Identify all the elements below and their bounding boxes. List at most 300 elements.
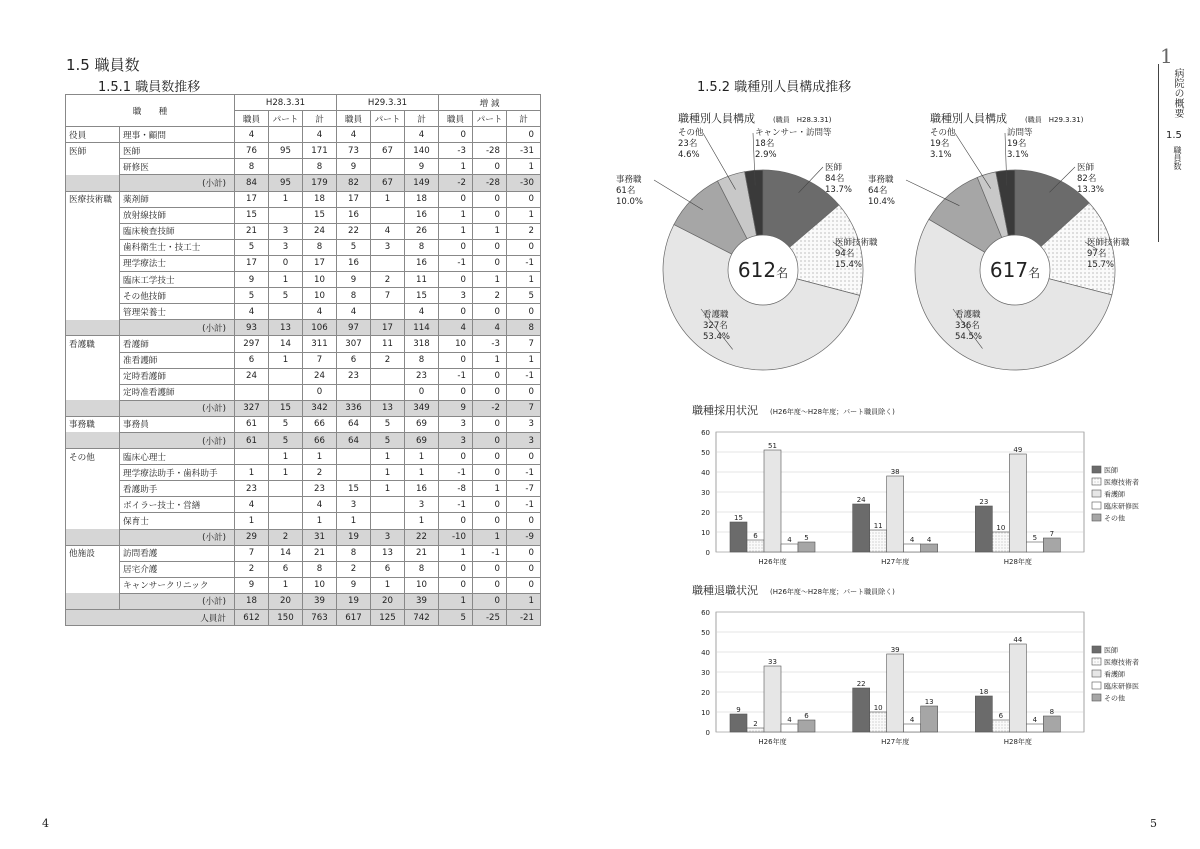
job-cell: 保育士 bbox=[120, 513, 235, 529]
table-cell: 8 bbox=[405, 239, 439, 255]
table-cell: 5 bbox=[371, 416, 405, 432]
table-cell: 5 bbox=[337, 239, 371, 255]
pie-center-value: 617 bbox=[989, 258, 1029, 282]
y-tick-label: 0 bbox=[705, 729, 710, 737]
pie-date-note: (職員 H29.3.31) bbox=[1025, 116, 1084, 124]
table-row bbox=[66, 561, 541, 577]
y-tick-label: 50 bbox=[701, 629, 710, 637]
table-cell: 5 bbox=[269, 432, 303, 448]
category-cell bbox=[66, 400, 120, 416]
table-cell: 0 bbox=[473, 304, 507, 320]
chapter-title: 病院の概要 bbox=[1172, 68, 1183, 118]
table-cell: 2 bbox=[337, 561, 371, 577]
job-cell: キャンサークリニック bbox=[120, 577, 235, 593]
table-cell: 1 bbox=[507, 352, 541, 368]
table-cell: 1 bbox=[507, 272, 541, 288]
table-row bbox=[66, 545, 541, 561]
table-cell: 0 bbox=[507, 449, 541, 465]
table-cell bbox=[371, 513, 405, 529]
table-cell: -1 bbox=[439, 497, 473, 513]
y-tick-label: 10 bbox=[701, 709, 710, 717]
table-cell: 1 bbox=[405, 449, 439, 465]
table-cell: 82 bbox=[337, 175, 371, 191]
pie-label-count: 94名 bbox=[835, 249, 855, 259]
table-cell: 4 bbox=[303, 497, 337, 513]
x-tick-label: H27年度 bbox=[881, 558, 910, 566]
pie-label-name: その他 bbox=[930, 128, 956, 138]
total-label: 人員計 bbox=[66, 610, 235, 626]
category-cell: 事務職 bbox=[66, 416, 120, 432]
table-cell: 617 bbox=[337, 610, 371, 626]
table-cell: 0 bbox=[507, 127, 541, 143]
table-cell: 13 bbox=[371, 545, 405, 561]
category-cell bbox=[66, 529, 120, 545]
section-number: 1.5 bbox=[1166, 130, 1182, 141]
subheader-cell: パート bbox=[371, 111, 405, 127]
subtotal-label: (小計) bbox=[120, 529, 235, 545]
table-cell: 9 bbox=[235, 577, 269, 593]
table-cell: 3 bbox=[405, 497, 439, 513]
chapter-number: 1 bbox=[1160, 44, 1173, 68]
category-cell bbox=[66, 497, 120, 513]
pie-label-count: 336名 bbox=[955, 321, 980, 331]
bar-value-label: 13 bbox=[924, 698, 934, 706]
pie-label-count: 61名 bbox=[616, 186, 636, 196]
pie-label-count: 97名 bbox=[1087, 249, 1107, 259]
table-cell: 64 bbox=[337, 416, 371, 432]
table-row bbox=[66, 465, 541, 481]
y-tick-label: 40 bbox=[701, 469, 710, 477]
bar-value-label: 23 bbox=[979, 498, 989, 506]
table-cell: -9 bbox=[507, 529, 541, 545]
table-cell: 3 bbox=[269, 239, 303, 255]
pie-center-value: 612 bbox=[737, 258, 777, 282]
table-cell: 16 bbox=[405, 481, 439, 497]
staff-table-container bbox=[65, 94, 541, 626]
subheader-cell: 計 bbox=[303, 111, 337, 127]
pie-label-pct: 4.6% bbox=[678, 150, 700, 160]
table-cell: 0 bbox=[303, 384, 337, 400]
table-cell: 76 bbox=[235, 143, 269, 159]
bar-nurse bbox=[1009, 644, 1026, 732]
table-cell: 0 bbox=[269, 255, 303, 271]
table-cell: 2 bbox=[235, 561, 269, 577]
table-cell: -1 bbox=[439, 465, 473, 481]
pie-label-name: 医師 bbox=[1077, 163, 1095, 173]
table-cell: 95 bbox=[269, 175, 303, 191]
table-row bbox=[66, 336, 541, 352]
bar-clerk bbox=[798, 720, 815, 732]
pie-label-pct: 10.4% bbox=[868, 197, 896, 207]
table-cell bbox=[269, 207, 303, 223]
table-cell: 0 bbox=[439, 239, 473, 255]
bar-value-label: 11 bbox=[873, 522, 883, 530]
table-row bbox=[66, 513, 541, 529]
pie-label-pct: 2.9% bbox=[755, 150, 777, 160]
subheader-cell: パート bbox=[269, 111, 303, 127]
bar-resident bbox=[1026, 542, 1043, 552]
bar-value-label: 10 bbox=[996, 524, 1006, 532]
pie-label-name: 医師 bbox=[825, 163, 843, 173]
bar-chart-title: 職種退職状況 bbox=[692, 584, 758, 597]
table-cell bbox=[371, 159, 405, 175]
table-cell: 0 bbox=[473, 191, 507, 207]
composition-pies bbox=[616, 100, 1140, 370]
table-cell: -28 bbox=[473, 175, 507, 191]
table-row bbox=[66, 449, 541, 465]
table-cell: 1 bbox=[507, 159, 541, 175]
bar-doctor bbox=[730, 714, 747, 732]
subtotal-row bbox=[66, 529, 541, 545]
pie-label-pct: 3.1% bbox=[930, 150, 952, 160]
table-cell: 95 bbox=[269, 143, 303, 159]
bar-value-label: 33 bbox=[768, 658, 777, 666]
table-cell: 612 bbox=[235, 610, 269, 626]
staff-table bbox=[65, 94, 541, 626]
y-tick-label: 10 bbox=[701, 529, 710, 537]
table-cell: 15 bbox=[303, 207, 337, 223]
pie-label-pct: 10.0% bbox=[616, 197, 644, 207]
table-cell: 1 bbox=[439, 545, 473, 561]
table-cell: 17 bbox=[371, 320, 405, 336]
table-cell: 0 bbox=[507, 545, 541, 561]
bar-resident bbox=[904, 724, 921, 732]
table-row bbox=[66, 272, 541, 288]
table-cell: 13 bbox=[269, 320, 303, 336]
bar-medtech bbox=[992, 532, 1009, 552]
pie-label-pct: 53.4% bbox=[703, 332, 731, 342]
hiring-retirement-charts bbox=[680, 400, 1150, 760]
category-cell bbox=[66, 320, 120, 336]
subtotal-row bbox=[66, 593, 541, 609]
pie-label-name: キャンサー・訪問等 bbox=[755, 128, 832, 138]
job-cell: 放射線技師 bbox=[120, 207, 235, 223]
table-cell: 0 bbox=[507, 384, 541, 400]
table-cell: 349 bbox=[405, 400, 439, 416]
table-cell: 0 bbox=[439, 352, 473, 368]
x-tick-label: H26年度 bbox=[758, 558, 787, 566]
table-cell: 24 bbox=[235, 368, 269, 384]
table-cell: 16 bbox=[337, 255, 371, 271]
table-cell: 1 bbox=[507, 593, 541, 609]
subtotal-label: (小計) bbox=[120, 320, 235, 336]
y-tick-label: 0 bbox=[705, 549, 710, 557]
job-cell: 事務員 bbox=[120, 416, 235, 432]
category-cell bbox=[66, 384, 120, 400]
table-cell: 327 bbox=[235, 400, 269, 416]
y-tick-label: 30 bbox=[701, 489, 710, 497]
table-row bbox=[66, 416, 541, 432]
table-cell: 1 bbox=[473, 529, 507, 545]
table-cell bbox=[337, 465, 371, 481]
bar-value-label: 10 bbox=[873, 704, 883, 712]
table-cell: 4 bbox=[405, 127, 439, 143]
table-cell: 5 bbox=[269, 288, 303, 304]
table-cell: 18 bbox=[235, 593, 269, 609]
table-cell: -2 bbox=[473, 400, 507, 416]
bar-nurse bbox=[887, 654, 904, 732]
table-cell: 15 bbox=[269, 400, 303, 416]
table-cell bbox=[269, 304, 303, 320]
table-cell: 16 bbox=[405, 207, 439, 223]
table-cell: 18 bbox=[405, 191, 439, 207]
category-cell bbox=[66, 288, 120, 304]
category-cell: 役員 bbox=[66, 127, 120, 143]
table-cell: 23 bbox=[303, 481, 337, 497]
legend-swatch bbox=[1092, 514, 1101, 521]
table-cell bbox=[371, 207, 405, 223]
table-cell: 4 bbox=[439, 320, 473, 336]
page-number-left: 4 bbox=[42, 817, 49, 830]
table-cell: 2 bbox=[371, 272, 405, 288]
table-cell: 1 bbox=[473, 481, 507, 497]
legend-swatch bbox=[1092, 658, 1101, 665]
bar-clerk bbox=[921, 544, 938, 552]
table-cell: 1 bbox=[269, 449, 303, 465]
legend-label: 臨床研修医 bbox=[1104, 682, 1139, 691]
table-cell: 10 bbox=[303, 577, 337, 593]
table-cell: 26 bbox=[405, 223, 439, 239]
bar-value-label: 4 bbox=[1032, 716, 1038, 724]
table-cell: -10 bbox=[439, 529, 473, 545]
table-cell: 9 bbox=[337, 272, 371, 288]
table-cell bbox=[371, 255, 405, 271]
bar-value-label: 4 bbox=[926, 536, 932, 544]
table-cell: 0 bbox=[439, 561, 473, 577]
table-cell: 15 bbox=[337, 481, 371, 497]
bar-doctor bbox=[975, 696, 992, 732]
table-cell: 1 bbox=[303, 449, 337, 465]
header-job: 職 種 bbox=[66, 95, 235, 127]
table-cell: 2 bbox=[371, 352, 405, 368]
table-cell: -3 bbox=[439, 143, 473, 159]
job-cell: その他技師 bbox=[120, 288, 235, 304]
table-cell: 21 bbox=[303, 545, 337, 561]
table-cell: 84 bbox=[235, 175, 269, 191]
table-cell: 23 bbox=[235, 481, 269, 497]
table-cell bbox=[371, 127, 405, 143]
table-cell: 0 bbox=[507, 561, 541, 577]
table-cell bbox=[269, 513, 303, 529]
table-cell: 23 bbox=[405, 368, 439, 384]
table-cell: 1 bbox=[269, 577, 303, 593]
table-cell: 1 bbox=[439, 593, 473, 609]
table-cell: 8 bbox=[405, 561, 439, 577]
table-cell: 0 bbox=[473, 497, 507, 513]
table-cell: 4 bbox=[235, 127, 269, 143]
table-cell: 0 bbox=[473, 384, 507, 400]
table-row bbox=[66, 159, 541, 175]
table-cell: 0 bbox=[473, 239, 507, 255]
bar-medtech bbox=[747, 728, 764, 732]
bar-doctor bbox=[975, 506, 992, 552]
table-cell: 6 bbox=[371, 561, 405, 577]
pie-label-count: 84名 bbox=[825, 174, 845, 184]
table-cell: 5 bbox=[269, 416, 303, 432]
table-cell: 4 bbox=[473, 320, 507, 336]
table-cell: 307 bbox=[337, 336, 371, 352]
pie-label-pct: 13.3% bbox=[1077, 185, 1105, 195]
bar-value-label: 39 bbox=[890, 646, 900, 654]
pie-label-pct: 3.1% bbox=[1007, 150, 1029, 160]
bar-value-label: 24 bbox=[856, 496, 866, 504]
pie-label-name: 事務職 bbox=[616, 175, 642, 185]
category-cell bbox=[66, 481, 120, 497]
bar-value-label: 6 bbox=[998, 712, 1004, 720]
table-cell bbox=[337, 384, 371, 400]
table-cell: 31 bbox=[303, 529, 337, 545]
job-cell: 定時准看護師 bbox=[120, 384, 235, 400]
table-cell: 8 bbox=[405, 352, 439, 368]
bar-value-label: 4 bbox=[787, 716, 792, 724]
table-cell bbox=[473, 127, 507, 143]
table-cell: 1 bbox=[439, 159, 473, 175]
table-cell: 11 bbox=[405, 272, 439, 288]
table-cell: 13 bbox=[371, 400, 405, 416]
x-tick-label: H26年度 bbox=[758, 738, 787, 746]
table-cell: 17 bbox=[235, 191, 269, 207]
table-cell: 3 bbox=[439, 288, 473, 304]
bar-nurse bbox=[764, 450, 781, 552]
bar-doctor bbox=[730, 522, 747, 552]
table-cell: 1 bbox=[473, 223, 507, 239]
legend-label: 看護師 bbox=[1104, 670, 1125, 679]
job-cell: 居宅介護 bbox=[120, 561, 235, 577]
table-cell: 39 bbox=[405, 593, 439, 609]
pie-label-count: 64名 bbox=[868, 186, 888, 196]
bar-value-label: 7 bbox=[1049, 530, 1055, 538]
bar-value-label: 49 bbox=[1013, 446, 1023, 454]
category-cell bbox=[66, 159, 120, 175]
table-cell: 22 bbox=[405, 529, 439, 545]
table-cell: 0 bbox=[439, 384, 473, 400]
table-cell: 0 bbox=[473, 577, 507, 593]
bar-nurse bbox=[764, 666, 781, 732]
table-cell: 3 bbox=[371, 239, 405, 255]
table-cell: 4 bbox=[371, 223, 405, 239]
table-cell: 1 bbox=[269, 191, 303, 207]
bar-value-label: 44 bbox=[1013, 636, 1023, 644]
table-cell: 0 bbox=[507, 577, 541, 593]
table-cell: 125 bbox=[371, 610, 405, 626]
table-cell: 114 bbox=[405, 320, 439, 336]
table-row bbox=[66, 304, 541, 320]
table-cell: 1 bbox=[405, 465, 439, 481]
table-cell: 6 bbox=[235, 352, 269, 368]
bar-value-label: 15 bbox=[734, 514, 743, 522]
table-cell: 7 bbox=[371, 288, 405, 304]
bar-clerk bbox=[798, 542, 815, 552]
pie-label-count: 19名 bbox=[1007, 139, 1027, 149]
subtotal-label: (小計) bbox=[120, 593, 235, 609]
pie-leader bbox=[654, 180, 703, 210]
table-cell: 8 bbox=[303, 561, 337, 577]
table-cell bbox=[371, 368, 405, 384]
table-cell: 0 bbox=[473, 561, 507, 577]
table-cell: -1 bbox=[507, 368, 541, 384]
table-cell: 0 bbox=[473, 449, 507, 465]
job-cell: 薬剤師 bbox=[120, 191, 235, 207]
table-cell: 67 bbox=[371, 175, 405, 191]
table-cell: 1 bbox=[439, 207, 473, 223]
table-row bbox=[66, 207, 541, 223]
subheader-cell: 職員 bbox=[235, 111, 269, 127]
table-cell: 1 bbox=[235, 513, 269, 529]
table-cell: 19 bbox=[337, 529, 371, 545]
table-cell: -1 bbox=[507, 255, 541, 271]
y-tick-label: 20 bbox=[701, 509, 710, 517]
table-cell: 39 bbox=[303, 593, 337, 609]
legend-swatch bbox=[1092, 670, 1101, 677]
legend-label: 医師 bbox=[1104, 466, 1118, 475]
legend-label: 医療技術者 bbox=[1104, 478, 1139, 487]
bar-value-label: 4 bbox=[787, 536, 792, 544]
category-cell bbox=[66, 593, 120, 609]
category-cell bbox=[66, 432, 120, 448]
category-cell bbox=[66, 577, 120, 593]
page-number-right: 5 bbox=[1150, 817, 1157, 830]
table-cell: 1 bbox=[269, 465, 303, 481]
subtotal-label: (小計) bbox=[120, 175, 235, 191]
table-cell: -7 bbox=[507, 481, 541, 497]
pie-center-unit: 名 bbox=[776, 266, 789, 280]
table-cell: 64 bbox=[337, 432, 371, 448]
job-cell: 理学療法助手・歯科助手 bbox=[120, 465, 235, 481]
bar-resident bbox=[781, 724, 798, 732]
legend-swatch bbox=[1092, 502, 1101, 509]
table-cell bbox=[269, 497, 303, 513]
table-cell: 3 bbox=[507, 432, 541, 448]
table-cell: 6 bbox=[269, 561, 303, 577]
subtotal-row bbox=[66, 175, 541, 191]
subheader-cell: 計 bbox=[507, 111, 541, 127]
subtotal-row bbox=[66, 400, 541, 416]
table-cell: 15 bbox=[405, 288, 439, 304]
subsection-title-composition: 1.5.2 職種別人員構成推移 bbox=[697, 80, 852, 95]
table-cell: 1 bbox=[439, 223, 473, 239]
table-cell: 0 bbox=[439, 127, 473, 143]
job-cell: 看護助手 bbox=[120, 481, 235, 497]
table-cell: -1 bbox=[507, 465, 541, 481]
table-cell: 3 bbox=[439, 416, 473, 432]
y-tick-label: 40 bbox=[701, 649, 710, 657]
table-cell bbox=[371, 304, 405, 320]
table-cell: 4 bbox=[303, 304, 337, 320]
y-tick-label: 50 bbox=[701, 449, 710, 457]
pie-label-count: 19名 bbox=[930, 139, 950, 149]
legend-swatch bbox=[1092, 490, 1101, 497]
table-cell: 0 bbox=[439, 577, 473, 593]
table-row bbox=[66, 577, 541, 593]
bar-value-label: 51 bbox=[768, 442, 777, 450]
bar-chart-title: 職種採用状況 bbox=[692, 404, 758, 417]
bar-medtech bbox=[870, 712, 887, 732]
pie-center-unit: 名 bbox=[1028, 266, 1041, 280]
table-cell: 0 bbox=[473, 465, 507, 481]
table-cell: 1 bbox=[371, 191, 405, 207]
bar-chart-note: (H26年度～H28年度；パート職員除く) bbox=[770, 408, 895, 416]
table-cell: 0 bbox=[473, 159, 507, 175]
table-cell bbox=[269, 368, 303, 384]
table-cell bbox=[235, 449, 269, 465]
table-cell: -30 bbox=[507, 175, 541, 191]
table-cell: 1 bbox=[269, 272, 303, 288]
category-cell bbox=[66, 561, 120, 577]
table-cell: 8 bbox=[303, 239, 337, 255]
table-cell: 742 bbox=[405, 610, 439, 626]
category-cell bbox=[66, 352, 120, 368]
table-cell: -1 bbox=[473, 545, 507, 561]
